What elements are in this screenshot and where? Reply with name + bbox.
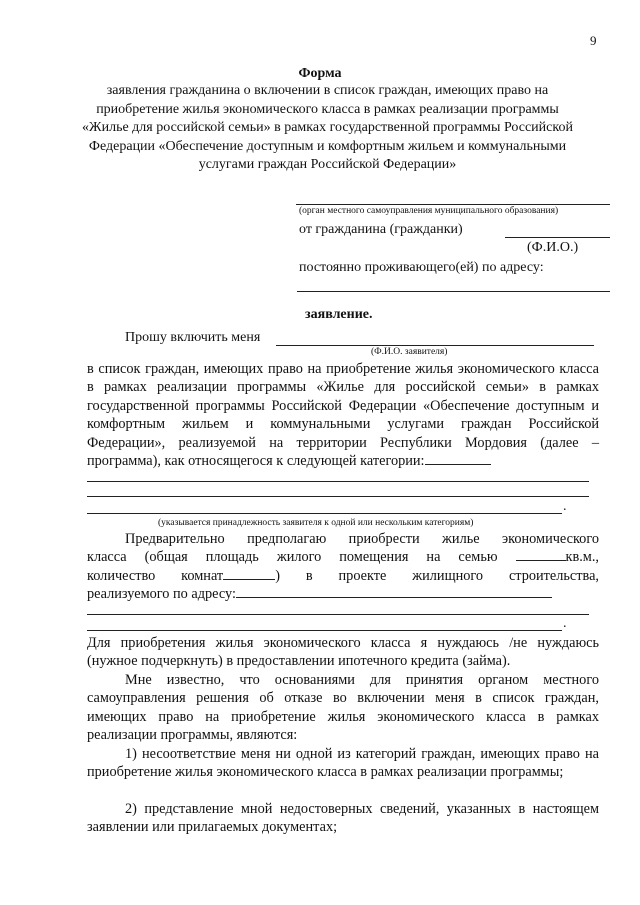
from-line: [505, 237, 610, 238]
statement-heading: заявление.: [305, 307, 373, 322]
request-prefix: Прошу включить меня: [125, 330, 261, 345]
p2-line-4: реализуемого по адресу:: [87, 585, 599, 603]
authority-caption: (орган местного самоуправления муниципального образования): [299, 206, 559, 216]
address-extra-line-1: [87, 614, 589, 615]
applicant-line: [276, 345, 594, 346]
form-subtitle: заявления гражданина о включении в список граждан, имеющих право на приобретение жилья экономического класса в рамках реализации программы «Жилье для российской семьи» в рамках государственной программы Российской Федерации «Обеспечение доступным и комфортным жильем и коммунальными услугами граждан Российской Федерации»: [82, 83, 573, 172]
page-number: 9: [590, 33, 597, 48]
address-extra-line-2: [87, 630, 562, 631]
p2-line-3: количество комнат ) в проекте жилищного строительства,: [87, 567, 599, 584]
address-end-dot: .: [563, 616, 567, 631]
applicant-caption: (Ф.И.О. заявителя): [371, 347, 448, 357]
paragraph-1: [87, 360, 599, 470]
fio-caption: (Ф.И.О.): [527, 240, 579, 255]
from-label: от гражданина (гражданки): [299, 222, 463, 237]
paragraph-1-text: в список граждан, имеющих право на приобретение жилья экономического класса в рамках реализации программы «Жилье для российской семьи» в рамках государственной программы Российской Федерации «Обеспечение доступным и комфортным жильем и коммунальными услугами граждан Российской Федерации», реализуемой на территории Республики Мордовия (далее – программа), как относящегося к следующей категории:: [87, 361, 599, 470]
category-line-1: [87, 481, 589, 482]
category-end-dot: .: [563, 499, 567, 514]
address-line: [297, 291, 610, 292]
form-title: Форма: [298, 66, 342, 81]
list-item-2: 2) представление мной недостоверных сведений, указанных в настоящем заявлении или прилагаемых документах;: [87, 801, 599, 836]
p2-line-1: Предварительно предполагаю приобрести жилье экономического: [125, 531, 599, 547]
category-line-3: [87, 513, 562, 514]
address-label: постоянно проживающего(ей) по адресу:: [299, 260, 544, 275]
authority-line: [296, 204, 610, 205]
paragraph-2: [87, 530, 599, 604]
category-line-2: [87, 496, 589, 497]
paragraph-3: Для приобретения жилья экономического класса я нуждаюсь /не нуждаюсь (нужное подчеркнуть) в предоставлении ипотечного кредита (займа).: [87, 635, 599, 670]
paragraph-4: Мне известно, что основаниями для принятия органом местного самоуправления решения об отказе во включении меня в список граждан, имеющих право на приобретение жилья экономического класса в рамках реализации программы, являются:: [87, 672, 599, 744]
list-item-1: 1) несоответствие меня ни одной из категорий граждан, имеющих право на приобретение жилья экономического класса в рамках реализации программы;: [87, 746, 599, 781]
p2-line-2: класса (общая площадь жилого помещения на семью кв.м.,: [87, 549, 599, 566]
category-caption: (указывается принадлежность заявителя к одной или нескольким категориям): [158, 518, 474, 528]
